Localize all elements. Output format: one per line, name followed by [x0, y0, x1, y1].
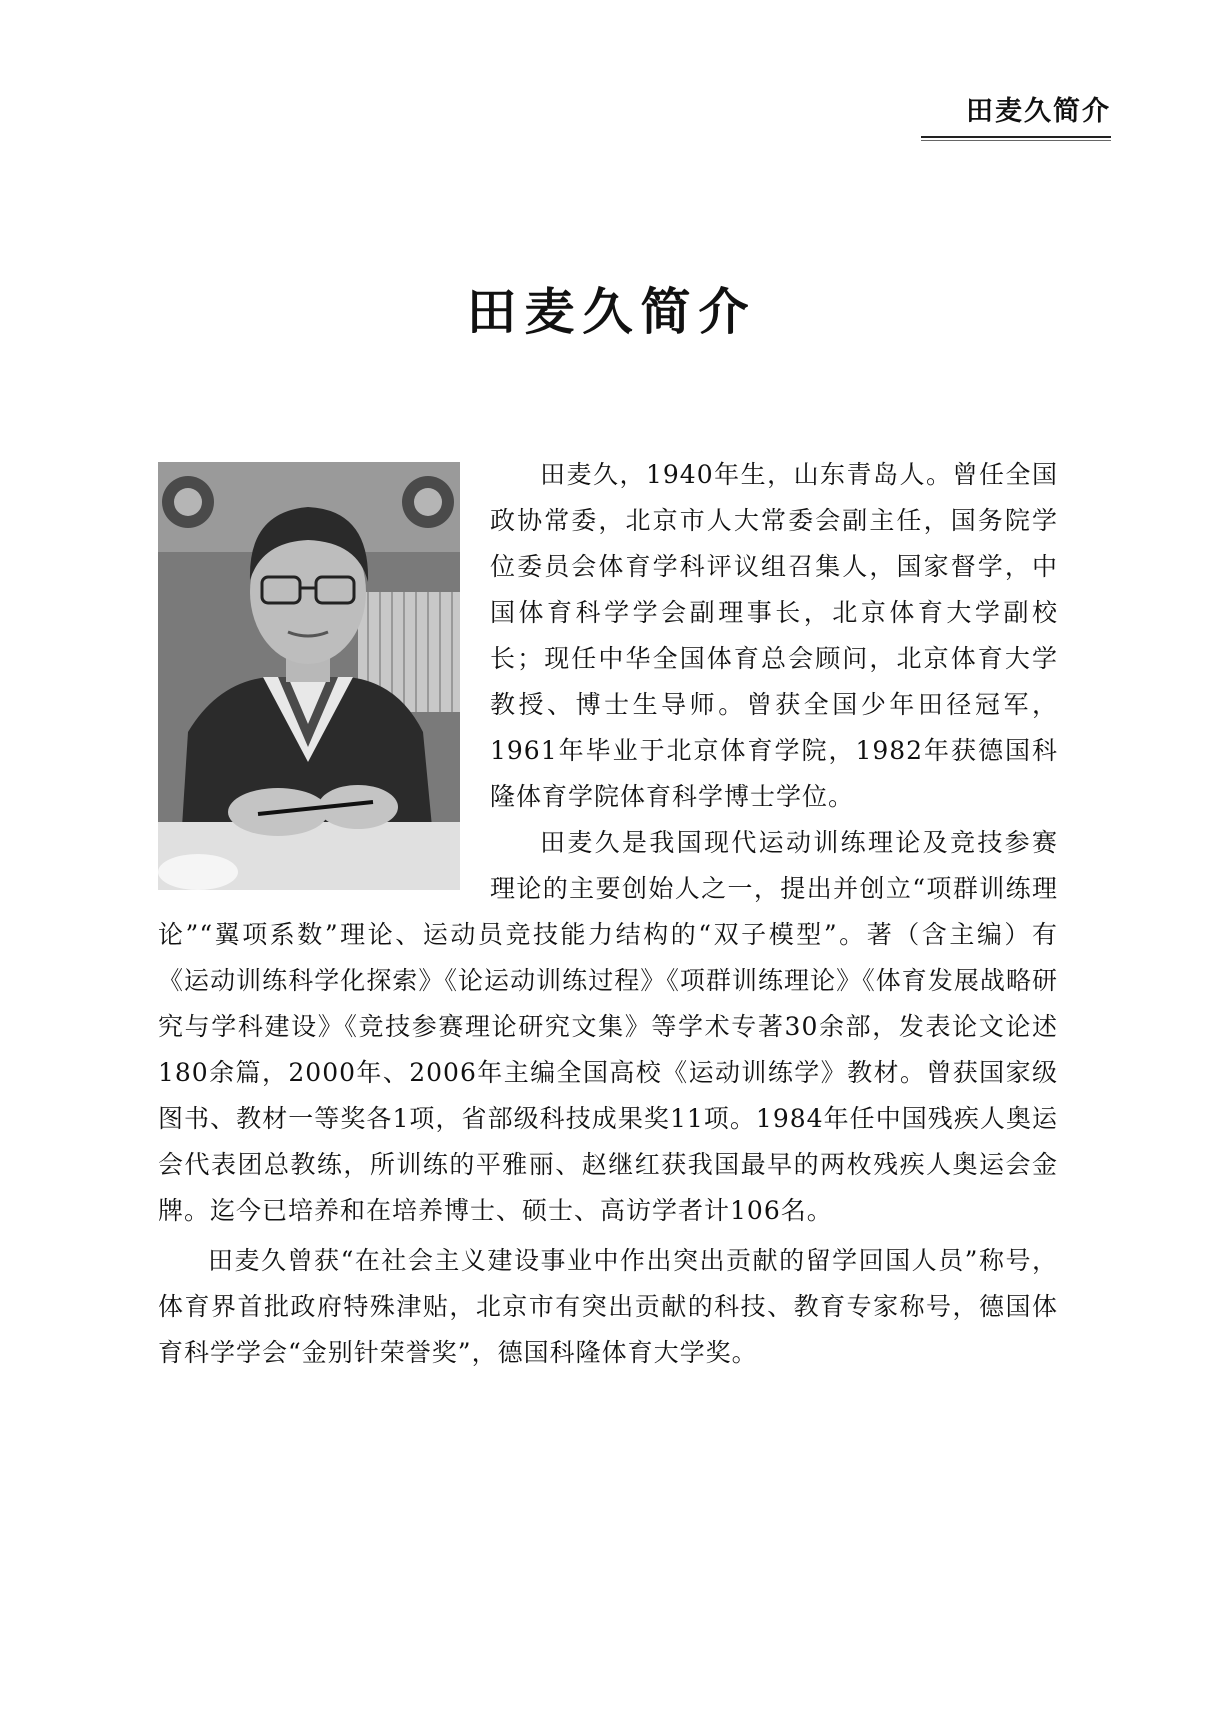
header-rule — [921, 136, 1111, 138]
bio-paragraph-1: 田麦久，1940年生，山东青岛人。曾任全国政协常委，北京市人大常委会副主任，国务院学位委员会体育学科评议组召集人，国家督学，中国体育科学学会副理事长，北京体育大学副校长；现任中华全国体育总会顾问，北京体育大学教授、博士生导师。曾获全国少年田径冠军，1961年毕业于北京体育学院，1982年获德国科隆体育学院体育科学博士学位。 — [490, 460, 1058, 811]
running-header — [921, 96, 1111, 141]
biography-content — [158, 452, 1058, 1376]
running-header-title: 田麦久简介 — [966, 96, 1111, 127]
header-rule-thin — [921, 140, 1111, 141]
portrait-photo-icon — [158, 462, 460, 890]
page-title: 田麦久简介 — [466, 282, 757, 341]
bio-paragraph-2: 田麦久是我国现代运动训练理论及竞技参赛理论的主要创始人之一，提出并创立“项群训练理论”“翼项系数”理论、运动员竞技能力结构的“双子模型”。著（含主编）有《运动训练科学化探索》《论运动训练过程》《项群训练理论》《体育发展战略研究与学科建设》《竞技参赛理论研究文集》等学术专著30余部，发表论文论述180余篇，2000年、2006年主编全国高校《运动训练学》教材。曾获国家级图书、教材一等奖各1项，省部级科技成果奖11项。1984年任中国残疾人奥运会代表团总教练，所训练的平雅丽、赵继红获我国最早的两枚残疾人奥运会金牌。迄今已培养和在培养博士、硕士、高访学者计106名。 — [158, 828, 1058, 1225]
bio-paragraph-3: 田麦久曾获“在社会主义建设事业中作出突出贡献的留学回国人员”称号，体育界首批政府特殊津贴，北京市有突出贡献的科技、教育专家称号，德国体育科学学会“金别针荣誉奖”，德国科隆体育大学奖。 — [158, 1246, 1058, 1367]
portrait-photo — [158, 462, 460, 890]
